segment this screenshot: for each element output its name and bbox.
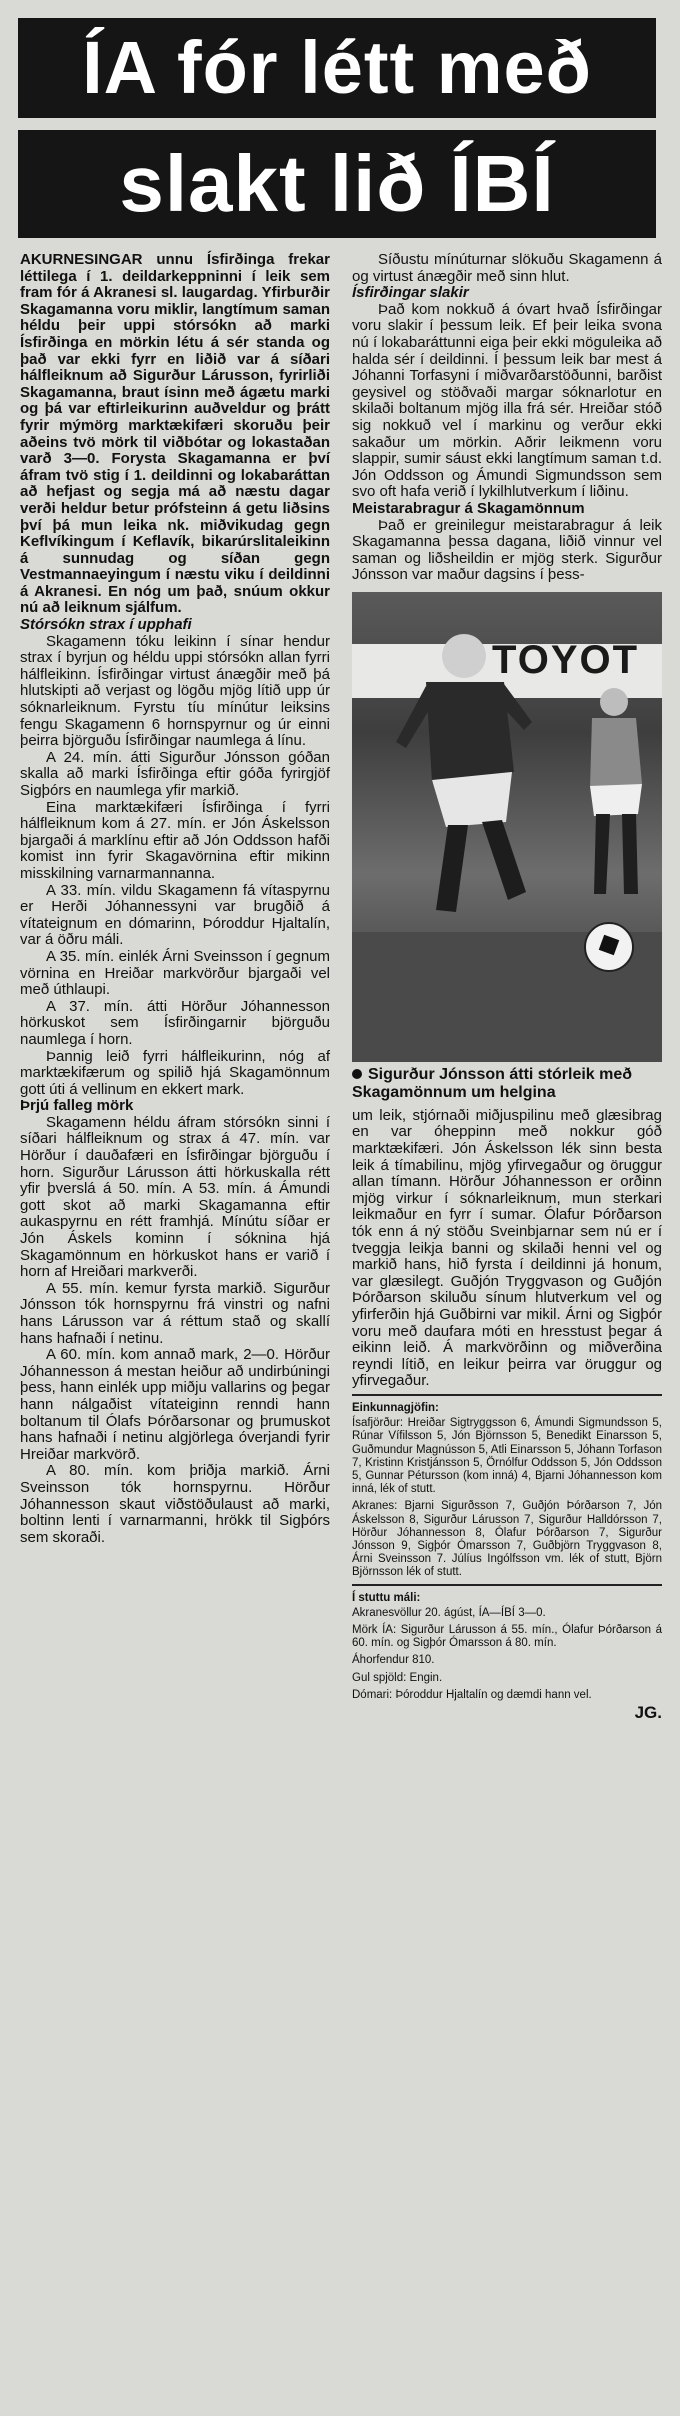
ratings-isafjordur: Ísafjörður: Hreiðar Sigtryggsson 6, Ámundi Sigmundsson 5, Rúnar Vífilsson 5, Jón Björnsson 5, Benedikt Einarsson 5, Guðmundur Magnússon 5, Atli Einarsson 5, Jóhann Torfason 7, Kristinn Kristjánsson 5, Örnólfur Oddsson 5, Jón Oddsson 5, Gunnar Pétursson (kom inná) 4, Bjarni Jóhannesson kom inná, lék of stutt.: [352, 1417, 662, 1496]
paragraph: um leik, stjórnaði miðjuspilinu með glæsibrag en var óheppinn með nokkur góð marktækifæri. Jón Áskelsson lék sinn besta leik á tímabilinu, mjög yfirvegaður og öruggur allan tímann. Hörður Jóhannesson er orðinn mjög virkur í sóknarleiknum, mun sterkari leikmaður en fyrr í sumar. Ólafur Þórðarson tók enn á ný stöðu Sveinbjarnar sem nú er í tveggja leikja banni og skilaði henni vel og markið hans, hið fyrsta í deildinni já honum, var glæsilegt. Guðjón Tryggvason og Guðjón Þórðarson skiluðu sínum hlutverkum vel og yfirferðin hjá Guðbirni var mikil. Árni og Sigþór voru með daufara móti en hresstust þegar á eikinn leið. Á markvörðinn og miðverðina reyndi lítið, en leikur þeirra var öruggur og yfirvegaður.: [352, 1106, 662, 1390]
right-column: [352, 251, 662, 1723]
ratings-heading: Einkunnagjöfin:: [352, 1401, 439, 1414]
ratings-akranes: Akranes: Bjarni Sigurðsson 7, Guðjón Þórðarson 7, Jón Áskelsson 8, Sigurður Lárusson 7, Sigurður Halldórsson 7, Hörður Jóhannesson 8, Ólafur Þórðarson 7, Sigurður Jónsson 9, Sigþór Ómarsson 7, Guðbjörn Tryggvason 8, Árni Sveinsson 7. Júlíus Ingólfsson vm. lék of stutt, Björn Björnsson lék of stutt.: [352, 1500, 662, 1579]
subheading: Stórsókn strax í upphafi: [20, 616, 192, 634]
paragraph: Skagamenn héldu áfram stórsókn sinni í síðari hálfleiknum og strax á 47. mín. var Hörður í dauðafæri en Ísfirðingar björguðu í horn. Sigurður Lárusson átti hörkuskalla rétt yfir þverslá á 50. mín. A 53. mín. á Ámundi gott skot að marki Skagamanna eftir aukaspyrnu en rétt framhjá. Mínútu síðar er Jón Áskels kominn í sóknina hjá Skagamönnum en hörkuskot hans er varið í horn af Hreiðari markverði.: [20, 1113, 330, 1281]
bullet-icon: [352, 1069, 362, 1079]
photo-caption-text: Sigurður Jónsson átti stórleik með Skagamönnum um helgina: [352, 1065, 633, 1101]
football: [584, 922, 634, 972]
paragraph: A 35. mín. einlék Árni Sveinsson í gegnum vörnina en Hreiðar markvörður bjargaði vel með úthlaupi.: [20, 947, 330, 999]
summary-line: Gul spjöld: Engin.: [352, 1671, 443, 1684]
player-figure: [386, 622, 536, 952]
summary-line: Akranesvöllur 20. ágúst, ÍA—ÍBÍ 3—0.: [352, 1606, 546, 1619]
paragraph: Skagamenn tóku leikinn í sínar hendur strax í byrjun og héldu uppi stórsókn allan fyrri hálfleikinn. Ísfirðingar virtust ánægðir með þá hlutskipti að verjast og lögðu mjög lítið upp úr sóknarleiknum. Fyrstu tíu mínútur leiksins fengu Skagamenn 6 hornspyrnur og úr einni þeirra björguðu Ísfirðingar naumlega á línu.: [20, 632, 330, 750]
summary-heading: Í stuttu máli:: [352, 1591, 421, 1604]
photo-caption: [352, 1066, 662, 1102]
paragraph: A 33. mín. vildu Skagamenn fá vítaspyrnu er Herði Jóhannessyni var brugðið á vítateignum en dómarinn, Þóroddur Hjaltalín, var á öðru máli.: [20, 881, 330, 949]
summary-line: Dómari: Þóroddur Hjaltalín og dæmdi hann vel.: [352, 1688, 592, 1701]
opponent-figure: [572, 684, 652, 904]
paragraph: Þannig leið fyrri hálfleikurinn, nóg af marktækifærum og spilið hjá Skagamönnum gott úti á vellinum en ekkert mark.: [20, 1047, 330, 1098]
paragraph: Það er greinilegur meistarabragur á leik Skagamanna þessa dagana, liðið vinnur vel saman og liðsheildin er mjög sterk. Sigurður Jónsson var maður dagsins í þess-: [352, 516, 662, 584]
paragraph: A 55. mín. kemur fyrsta markið. Sigurður Jónsson tók hornspyrnu frá vinstri og nafni hans Lárusson var á réttum stað og skallí hans hafnaði í netinu.: [20, 1279, 330, 1347]
left-column: [20, 252, 330, 1546]
paragraph: A 37. mín. átti Hörður Jóhannesson hörkuskot sem Ísfirðingarnir björguðu naumlega í horn.: [20, 997, 330, 1048]
divider: [352, 1584, 662, 1586]
author-signature: JG.: [634, 1703, 662, 1723]
paragraph: A 24. mín. átti Sigurður Jónsson góðan skalla að marki Ísfirðinga eftir góða fyrirgjöf Sigþórs en naumlega yfir markið.: [20, 748, 330, 799]
stats-box: [352, 1394, 662, 1723]
lead-paragraph: AKURNESINGAR unnu Ísfirðinga frekar léttilega í 1. deildarkeppninni í leik sem fram fór á Akranesi sl. laugardag. Yfirburðir Skagamanna voru miklir, langtímum saman héldu þeir uppi stórsókn að marki Ísfirðinga en mörkin létu á sér standa og það var ekki fyrr en liðið var á síðari hálfleiknum að Sigurður Lárusson, fyrirliði Skagamanna, braut ísinn með ágætu marki og þá var eftirleikurinn auðveldur og þrátt fyrir mýmörg marktækifæri skoruðu þeir aðeins tvö mörk til viðbótar og lokastaðan varð 3—0. Forysta Skagamanna er því áfram tvö stig í 1. deildinni og lokabaráttan að hefjast og segja má að næstu dagar verði heldur betur prófsteinn á getu liðsins því þá mun leika nk. miðvikudag gegn Keflvíkingum í Keflavík, bikarúrslitaleikinn á sunnudag og síðan gegn Vestmannaeyingum í næstu viku í deildinni á Akranesi. En nóg um það, snúum okkur nú að leiknum sjálfum.: [20, 251, 330, 617]
paragraph: Það kom nokkuð á óvart hvað Ísfirðingar voru slakir í þessum leik. Ef þeir leika svona nú í lokabaráttunni eiga þeir ekki möguleika að halda sér í deildinni. Í þessum leik bar mest á Jóhanni Torfasyni í miðvarðarstöðunni, barðist geysivel og stöðvaði margar sóknarlotur en skilaði boltanum mjög illa frá sér. Hreiðar stóð sig nokkuð vel í markinu og verður ekki sakaður um mörkin. Aðrir leikmenn voru slappir, sumir sáust ekki langtímum saman t.d. Jón Oddsson og Ámundi Sigmundsson sem svo oft hafa verið í lykilhlutverkum í liðinu.: [352, 300, 662, 501]
paragraph: Eina marktækifæri Ísfirðinga í fyrri hálfleiknum kom á 27. mín. er Jón Áskelsson bjargaði á marklínu eftir að Jón Oddsson hafði komist inn fyrir Skagavörnina eftir mikinn misskilning varnarmannanna.: [20, 798, 330, 882]
paragraph: Síðustu mínúturnar slökuðu Skagamenn á og virtust ánægðir með sinn hlut.: [352, 251, 662, 285]
subheading: Þrjú falleg mörk: [20, 1097, 134, 1115]
paragraph: A 60. mín. kom annað mark, 2—0. Hörður Jóhannesson á mestan heiður að undirbúningi þess, hann einlék upp miðju vallarins og þegar hann nálgaðist vítateiginn renndi hann boltanum til Ólafs Þórðarsonar og þrumuskot hans hafnaði í netinu algjörlega óverjandi fyrir Hreiðar markvörð.: [20, 1346, 330, 1463]
subheading: Meistarabragur á Skagamönnum: [352, 499, 585, 517]
paragraph: A 80. mín. kom þriðja markið. Árni Sveinsson tók hornspyrnu. Hörður Jóhannesson skaut viðstöðulaust að marki, boltinn lenti í varnarmanni, hrökk til Sigþórs sem skoraði.: [20, 1462, 330, 1546]
subheading: Ísfirðingar slakir: [352, 284, 469, 302]
match-photo: [352, 592, 662, 1062]
summary-line: Áhorfendur 810.: [352, 1654, 435, 1667]
headline-line-2: slakt lið ÍBÍ: [18, 130, 656, 238]
divider: [352, 1394, 662, 1396]
summary-line: Mörk ÍA: Sigurður Lárusson á 55. mín., Ólafur Þórðarson á 60. mín. og Sigþór Ómarsson á 80. mín.: [352, 1624, 662, 1650]
headline-line-1: ÍA fór létt með: [18, 18, 656, 118]
ad-banner-text: TOYOT: [492, 637, 640, 682]
